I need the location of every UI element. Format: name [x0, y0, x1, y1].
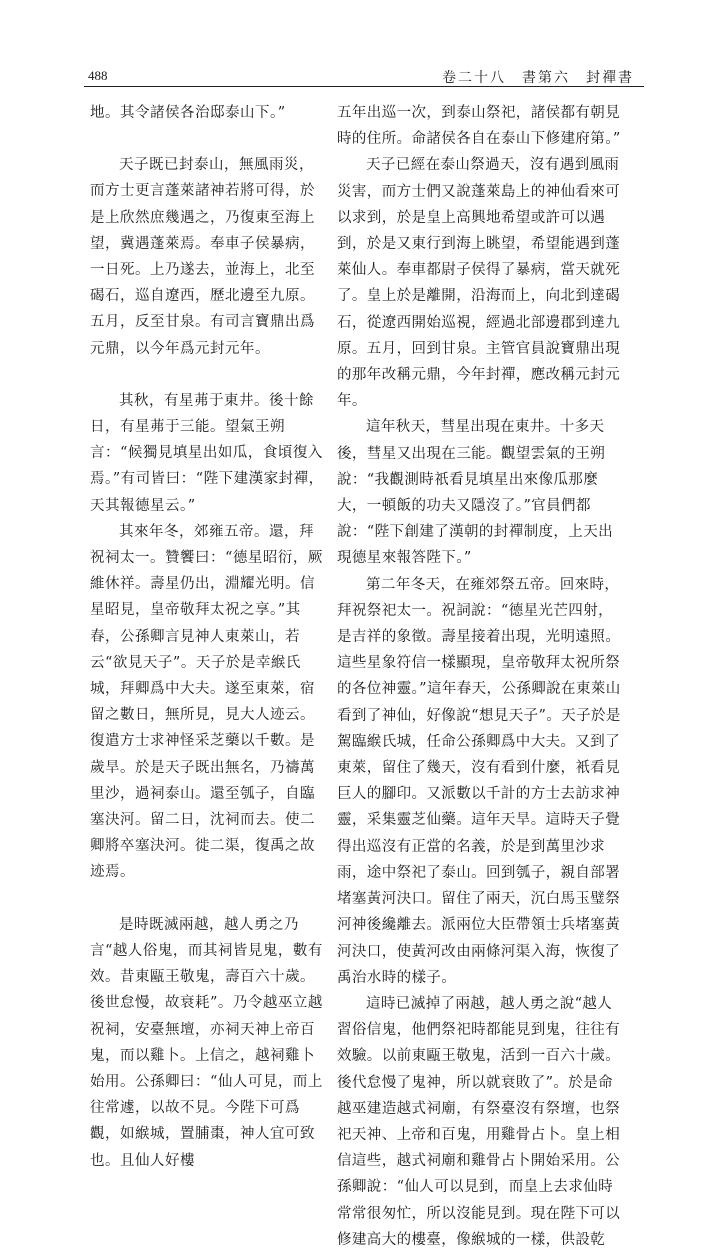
translation-paragraph: 這時已滅掉了兩越，越人勇之說“越人習俗信鬼，他們祭祀時都能見到鬼，往往有效驗。以前東甌王敬鬼，活到一百六十歲。後代怠慢了鬼神，所以就衰敗了”。於是命越巫建造越式祠廟，有祭臺沒有祭壇，也祭祀天神、上帝和百鬼，用雞骨占卜。皇上相信這些，越式祠廟和雞骨占卜開始采用。公孫卿說：“仙人可以見到，而皇上去求仙時常常很匆忙，所以沒能見到。現在陛下可以修建高大的樓臺，像緱城的一樣，供設乾	[337, 995, 621, 1248]
classical-paragraph: 其秋，有星茀于東井。後十餘日，有星茀于三能。望氣王朔言：“候獨見填星出如瓜，食頃復入焉。”有司皆曰：“陛下建漢家封禪，天其報德星云。”	[90, 392, 324, 514]
page-number: 488	[88, 68, 108, 83]
classical-paragraph: 其來年冬，郊雍五帝。還，拜祝祠太一。贊饗曰：“德星昭衍，厥維休祥。壽星仍出，淵耀光明。信星昭見，皇帝敬拜太祝之享。”其春，公孫卿言見神人東萊山，若云“欲見天子”。天子於是幸緱氏城，拜卿爲中大夫。遂至東萊，宿留之數日，無所見，見大人迹云。復遣方士求神怪采芝藥以千數。是歲旱。於是天子既出無名，乃禱萬里沙，過祠泰山。還至瓠子，自臨塞決河。留二日，沈祠而去。使二卿將卒塞決河。徙二渠，復禹之故迹焉。	[90, 523, 323, 881]
translation-paragraph: 五年出巡一次，到泰山祭祀，諸侯都有朝見時的住所。命諸侯各自在泰山下修建府第。”	[337, 105, 621, 148]
translation-paragraph: 這年秋天，彗星出現在東井。十多天後，彗星又出現在三能。觀望雲氣的王朔說：“我觀測時祇看見填星出來像瓜那麼大，一頓飯的功夫又隱沒了。”官員們都說：“陛下創建了漢朝的封禪制度，上天出現德星來報答陛下。”	[337, 419, 614, 567]
classical-paragraph: 地。其令諸侯各治邸泰山下。”	[90, 105, 286, 121]
classical-paragraph: 天子既已封泰山，無風雨災，而方士更言蓬萊諸神若將可得，於是上欣然庶幾遇之，乃復東至海上望，冀遇蓬萊焉。奉車子侯暴病，一日死。上乃遂去，並海上，北至碣石，巡自遼西，歷北邊至九原。五月，反至甘泉。有司言寶鼎出爲元鼎，以今年爲元封元年。	[90, 157, 315, 357]
translation-paragraph: 第二年冬天，在雍郊祭五帝。回來時，拜祝祭祀太一。祝詞說：“德星光芒四射，是吉祥的象徵。壽星接着出現，光明遠照。這些星象符信一樣顯現，皇帝敬拜太祝所祭的各位神靈。”這年春天，公孫卿說在東萊山看到了神仙，好像說“想見天子”。天子於是駕臨緱氏城，任命公孫卿爲中大夫。又到了東萊，留住了幾天，沒有看到什麼，衹看見巨人的腳印。又派數以千計的方士去訪求神靈，采集靈芝仙藥。這年天旱。這時天子覺得出巡沒有正當的名義，於是到萬里沙求雨，途中祭祀了泰山。回到瓠子，親自部署堵塞黃河決口。留住了兩天，沉白馬玉璧祭河神後纔離去。派兩位大臣帶領士兵堵塞黃河決口，使黃河改由兩條河渠入海，恢復了禹治水時的樣子。	[337, 576, 621, 986]
translation-column	[337, 100, 627, 1253]
translation-paragraph: 天子已經在泰山祭過天，沒有遇到風雨災害，而方士們又說蓬萊島上的神仙看來可以求到，於是皇上高興地希望或許可以遇到，於是又東行到海上眺望，希望能遇到蓬萊仙人。奉車都尉子侯得了暴病，當天就死了。皇上於是離開，沿海而上，向北到達碣石，從遼西開始巡視，經過北部邊郡到達九原。五月，回到甘泉。主管官員說寶鼎出現的那年改稱元鼎，今年封禪，應改稱元封元年。	[337, 157, 621, 410]
running-title: 卷二十八 書第六 封禪書	[442, 70, 634, 86]
running-header	[84, 62, 644, 87]
classical-paragraph: 是時既滅兩越，越人勇之乃言“越人俗鬼，而其祠皆見鬼，數有效。昔東甌王敬鬼，壽百六十歲。後世怠慢，故衰耗”。乃令越巫立越祝祠，安臺無壇，亦祠天神上帝百鬼，而以雞卜。上信之，越祠雞卜始用。公孫卿曰：“仙人可見，而上往常遽，以故不見。今陛下可爲觀，如緱城，置脯棗，神人宜可致也。且仙人好樓	[90, 916, 323, 1169]
classical-text-column	[90, 100, 328, 1174]
